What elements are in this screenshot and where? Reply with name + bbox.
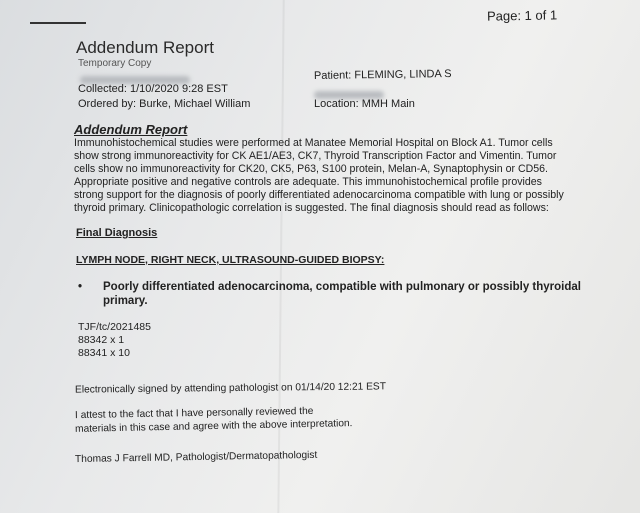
diagnosis-line: Poorly differentiated adenocarcinoma, compatible with pulmonary or possibly thyroidal bbox=[103, 281, 581, 293]
attestation-line: materials in this case and agree with the above interpretation. bbox=[74, 418, 353, 435]
billing-code: 88341 x 10 bbox=[78, 347, 130, 359]
copy-label: Temporary Copy bbox=[78, 58, 152, 69]
ordered-by: Ordered by: Burke, Michael William bbox=[78, 98, 251, 110]
header-rule bbox=[30, 22, 86, 24]
report-title: Addendum Report bbox=[76, 38, 214, 57]
body-line: thyroid primary. Clinicopathologic correlation is suggested. The final diagnosis should read as follows: bbox=[74, 202, 549, 214]
collected-date: Collected: 1/10/2020 9:28 EST bbox=[78, 83, 228, 95]
body-line: show strong immunoreactivity for CK AE1/AE3, CK7, Thyroid Transcription Factor and Vimentin. Tumor bbox=[74, 150, 557, 162]
body-line: strong support for the diagnosis of poorly differentiated adenocarcinoma compatible with lung or possibly bbox=[74, 189, 564, 201]
diagnosis-line: primary. bbox=[103, 295, 148, 307]
electronic-signature-line: Electronically signed by attending pathologist on 01/14/20 12:21 EST bbox=[74, 381, 386, 396]
body-line: Appropriate positive and negative controls are adequate. This immunohistochemical profile provides bbox=[74, 176, 542, 188]
diagnosis-bullet: • bbox=[78, 281, 83, 293]
addendum-section-title: Addendum Report bbox=[74, 122, 188, 137]
body-line: Immunohistochemical studies were performed at Manatee Memorial Hospital on Block A1. Tumor cells bbox=[74, 137, 553, 149]
page-number: Page: 1 of 1 bbox=[486, 7, 558, 24]
pathologist-signature: Thomas J Farrell MD, Pathologist/Dermatopathologist bbox=[74, 449, 318, 466]
attestation-line: I attest to the fact that I have personally reviewed the bbox=[74, 405, 314, 422]
final-diagnosis-heading: Final Diagnosis bbox=[76, 227, 158, 239]
case-code: TJF/tc/2021485 bbox=[78, 321, 151, 333]
location: Location: MMH Main bbox=[314, 98, 415, 110]
patient-name: Patient: FLEMING, LINDA S bbox=[313, 68, 452, 82]
body-line: cells show no immunoreactivity for CK20, CK5, P63, S100 protein, Melan-A, Synaptophysin or CD56. bbox=[74, 163, 549, 175]
specimen-line: LYMPH NODE, RIGHT NECK, ULTRASOUND-GUIDED BIOPSY: bbox=[76, 254, 385, 266]
billing-code: 88342 x 1 bbox=[78, 334, 125, 346]
